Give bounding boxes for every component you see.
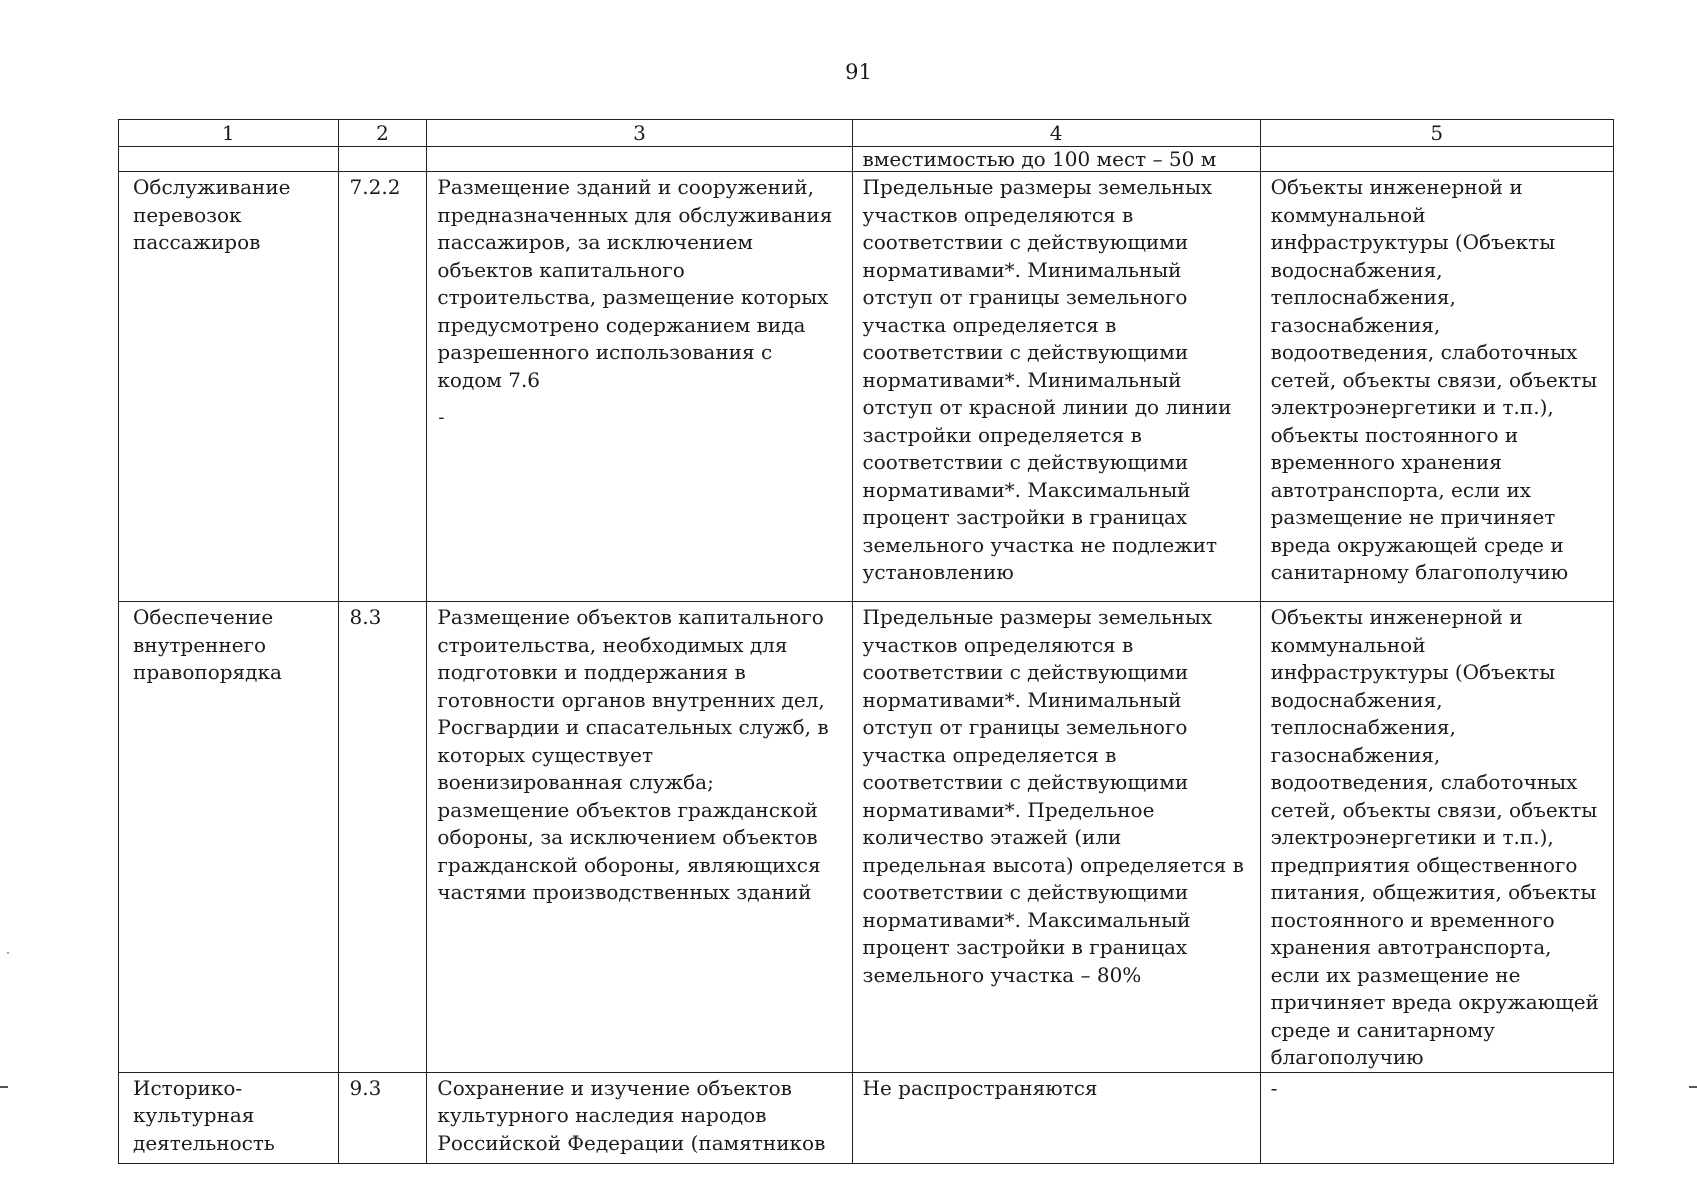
use-type-description: Сохранение и изучение объектов культурного наследия народов Российской Федерации (памятников [437, 1075, 826, 1155]
scan-edge-mark [1689, 1086, 1697, 1088]
scan-speck [7, 952, 9, 954]
parameters-cell [852, 172, 1260, 602]
use-type-description-cell [427, 602, 852, 1073]
auxiliary-uses-text: Объекты инженерной и коммунальной инфраструктуры (Объекты водоснабжения, теплоснабжения, газоснабжения, водоотведения, слаботочных сетей, объекты связи, объекты электроэнергетики и т.п.), предприятия общественного питания, общежития, объекты постоянного и временного хранения автотранспорта, если их размещение не причиняет вреда окружающей среде и санитарному благополучию [1270, 605, 1599, 1069]
parameters-text: Предельные размеры земельных участков определяются в соответствии с действующими нормативами*. Минимальный отступ от границы земельного участка определяется в соответствии с действующими нормативами*. Минимальный отступ от красной линии до линии застройки определяется в соответствии с действующими нормативами*. Максимальный процент застройки в границах земельного участка не подлежит установлению [862, 175, 1232, 584]
empty-cell [338, 147, 427, 172]
column-number: 2 [338, 120, 427, 147]
parameters-cell [852, 1072, 1260, 1163]
auxiliary-uses-cell [1260, 1072, 1613, 1163]
use-type-name-cell [119, 1072, 339, 1163]
use-type-code: 7.2.2 [349, 175, 401, 199]
use-type-description-cell [427, 172, 852, 602]
parameters-text: Не распространяются [862, 1075, 1098, 1100]
page-number: 91 [845, 60, 872, 84]
use-type-description: Размещение зданий и сооружений, предназначенных для обслуживания пассажиров, за исключением объектов капитального строительства, размещение которых предусмотрено содержанием вида разрешенного использования с кодом 7.6 [437, 175, 833, 392]
continuation-cell: вместимостью до 100 мест – 50 м [852, 147, 1260, 172]
column-number: 5 [1260, 120, 1613, 147]
use-type-code: 9.3 [349, 1075, 382, 1100]
use-type-name-cell [119, 602, 339, 1073]
auxiliary-uses-cell [1260, 602, 1613, 1073]
use-type-name-cell [119, 172, 339, 602]
column-number: 3 [427, 120, 852, 147]
use-type-name: Обслуживание перевозок пассажиров [133, 175, 291, 254]
use-type-code: 8.3 [349, 605, 382, 629]
use-type-code-cell [338, 172, 427, 602]
continuation-row [119, 147, 1614, 172]
empty-cell [119, 147, 339, 172]
scan-edge-mark [0, 1086, 8, 1088]
use-type-description-cell [427, 1072, 852, 1163]
land-use-table [118, 119, 1614, 1164]
column-number: 1 [119, 120, 339, 147]
use-type-name: Историко-культурная деятельность [133, 1075, 275, 1155]
column-number: 4 [852, 120, 1260, 147]
use-type-code-cell [338, 1072, 427, 1163]
parameters-text: Предельные размеры земельных участков определяются в соответствии с действующими нормативами*. Минимальный отступ от границы земельного участка определяется в соответствии с действующими нормативами*. Предельное количество этажей (или предельная высота) определяется в соответствии с действующими нормативами*. Максимальный процент застройки в границах земельного участка – 80% [862, 605, 1244, 987]
parameters-cell [852, 602, 1260, 1073]
table-row [119, 1072, 1614, 1163]
auxiliary-uses-text: Объекты инженерной и коммунальной инфраструктуры (Объекты водоснабжения, теплоснабжения, газоснабжения, водоотведения, слаботочных сетей, объекты связи, объекты электроэнергетики и т.п.), объекты постоянного и временного хранения автотранспорта, если их размещение не причиняет вреда окружающей среде и санитарному благополучию [1270, 175, 1598, 584]
use-type-name: Обеспечение внутреннего правопорядка [133, 605, 282, 684]
table-row [119, 602, 1614, 1073]
use-type-code-cell [338, 602, 427, 1073]
empty-cell [1260, 147, 1613, 172]
use-type-description: Размещение объектов капитального строительства, необходимых для подготовки и поддержания в готовности органов внутренних дел, Росгвардии и спасательных служб, в которых существует военизированная служба; размещение объектов гражданской обороны, за исключением объектов гражданской обороны, являющихся частями производственных зданий [437, 605, 829, 904]
table-row [119, 172, 1614, 602]
empty-cell [427, 147, 852, 172]
auxiliary-uses-cell [1260, 172, 1613, 602]
auxiliary-uses-text: - [1270, 1075, 1278, 1100]
column-number-row [119, 120, 1614, 147]
stray-mark: - [438, 407, 445, 428]
